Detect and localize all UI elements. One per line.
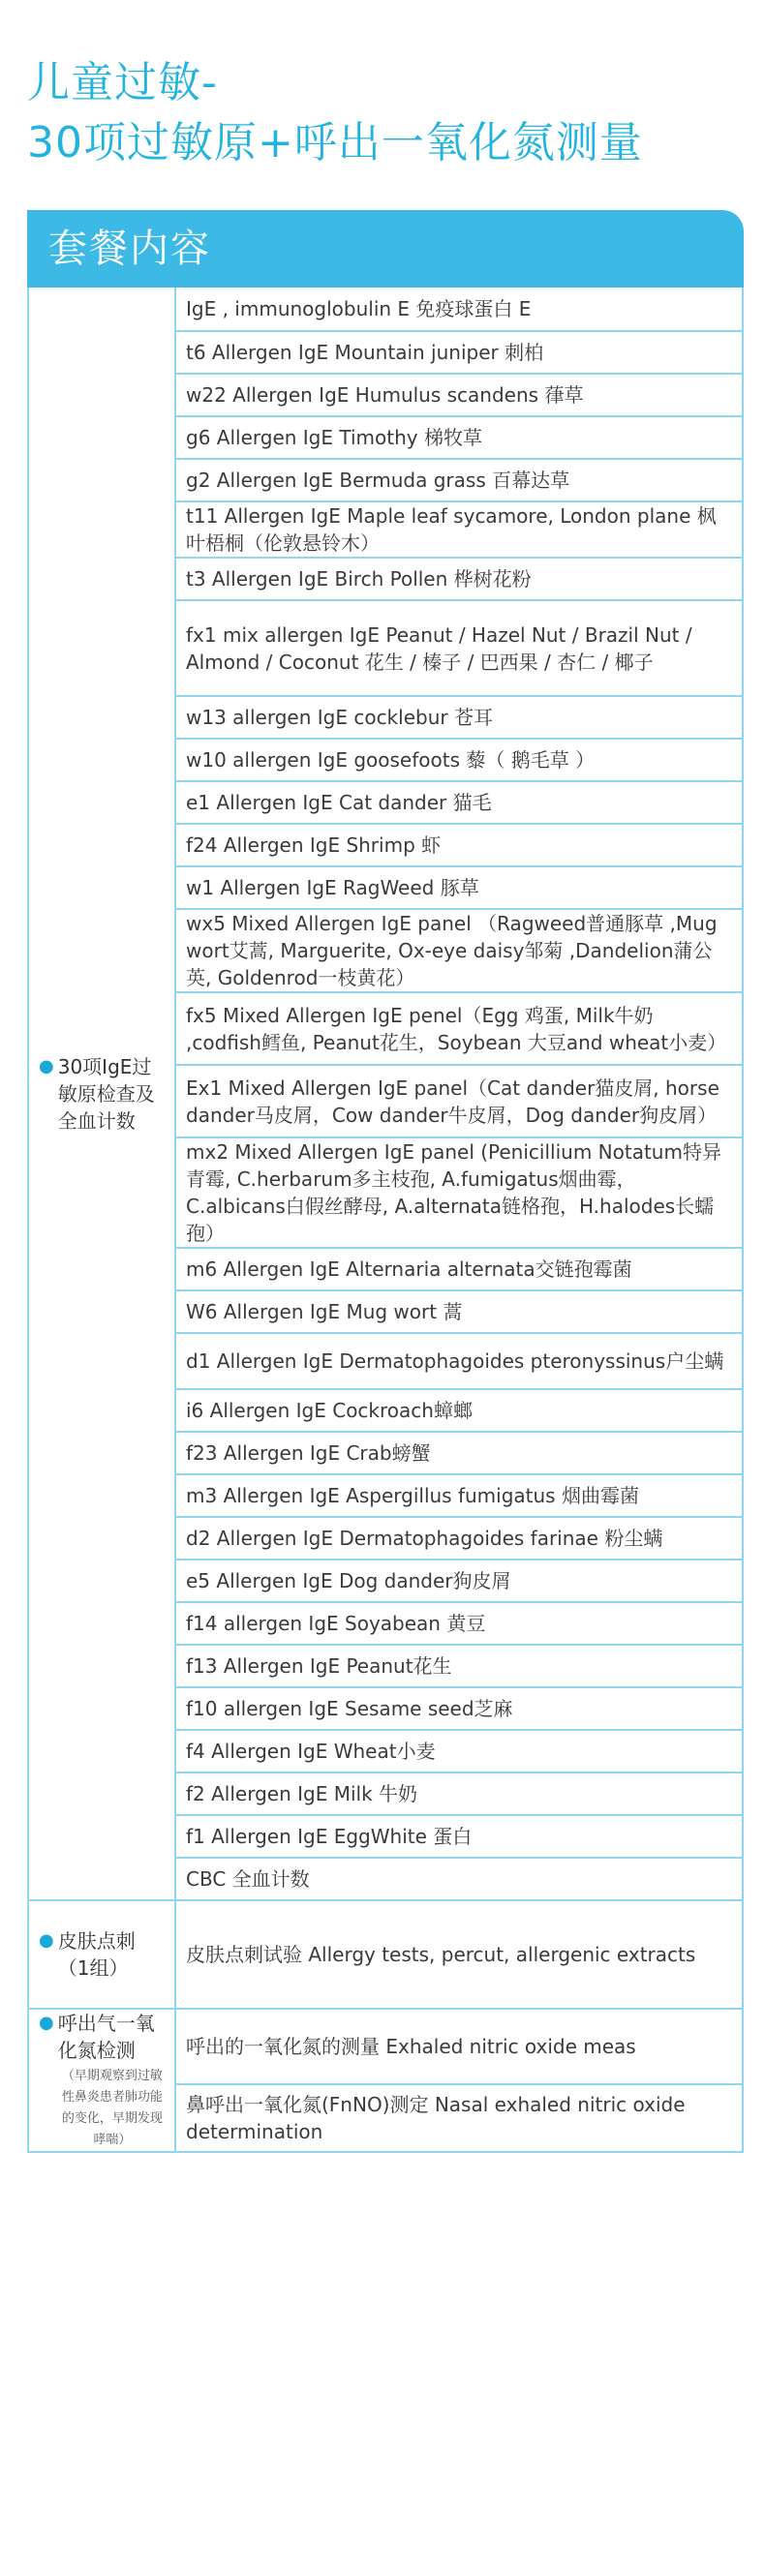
item-cell: 呼出的一氧化氮的测量 Exhaled nitric oxide meas [175,2009,743,2084]
item-cell: mx2 Mixed Allergen IgE panel (Penicillium Notatum特异青霉, C.herbarum多主枝孢, A.fumigatus烟曲霉，C.albicans白假丝酵母, A.alternata链格孢，H.halodes长蠕孢） [175,1137,743,1248]
item-cell: d1 Allergen IgE Dermatophagoides pteronyssinus户尘螨 [175,1333,743,1389]
item-cell: g6 Allergen IgE Timothy 梯牧草 [175,416,743,459]
page-title [27,53,643,173]
item-cell: f10 allergen IgE Sesame seed芝麻 [175,1687,743,1730]
category-cell [28,1900,175,2009]
item-cell: w13 allergen IgE cocklebur 苍耳 [175,696,743,739]
bullet-icon: ● [39,1055,54,1076]
item-cell: f13 Allergen IgE Peanut花生 [175,1645,743,1687]
item-cell: f23 Allergen IgE Crab螃蟹 [175,1432,743,1474]
item-cell: fx5 Mixed Allergen IgE penel（Egg 鸡蛋, Milk牛奶 ,codfish鳕鱼, Peanut花生，Soybean 大豆and wheat小麦） [175,992,743,1065]
item-cell: IgE , immunoglobulin E 免疫球蛋白 E [175,288,743,331]
item-cell: f4 Allergen IgE Wheat小麦 [175,1730,743,1773]
item-cell: m6 Allergen IgE Alternaria alternata交链孢霉菌 [175,1248,743,1290]
item-cell: 鼻呼出一氧化氮(FnNO)测定 Nasal exhaled nitric oxide determination [175,2084,743,2152]
category-cell [28,288,175,1900]
page-title-line2: 30项过敏原+呼出一氧化氮测量 [27,118,643,167]
item-cell: f14 allergen IgE Soyabean 黄豆 [175,1602,743,1645]
bullet-icon: ● [39,2013,54,2033]
page-title-line1: 儿童过敏- [27,58,218,107]
item-cell: t3 Allergen IgE Birch Pollen 桦树花粉 [175,558,743,600]
item-cell: fx1 mix allergen IgE Peanut / Hazel Nut / Brazil Nut / Almond / Coconut 花生 / 榛子 / 巴西果 / 杏仁 / 椰子 [175,600,743,696]
item-cell: w1 Allergen IgE RagWeed 豚草 [175,866,743,909]
item-cell: CBC 全血计数 [175,1858,743,1900]
category-note: （早期观察到过敏性鼻炎患者肺功能的变化，早期发现哮喘） [61,2069,163,2147]
item-cell: f1 Allergen IgE EggWhite 蛋白 [175,1815,743,1858]
item-cell: e1 Allergen IgE Cat dander 猫毛 [175,781,743,824]
table-row [28,2009,743,2084]
category-cell [28,2009,175,2152]
item-cell: w22 Allergen IgE Humulus scandens 葎草 [175,374,743,416]
item-cell: W6 Allergen IgE Mug wort 蒿 [175,1290,743,1333]
bullet-icon: ● [39,1930,54,1951]
item-cell: t6 Allergen IgE Mountain juniper 刺柏 [175,331,743,374]
item-cell: e5 Allergen IgE Dog dander狗皮屑 [175,1560,743,1602]
item-cell: f2 Allergen IgE Milk 牛奶 [175,1773,743,1815]
package-panel [27,210,744,2153]
table-row [28,288,743,331]
item-cell: m3 Allergen IgE Aspergillus fumigatus 烟曲霉菌 [175,1474,743,1517]
item-cell: i6 Allergen IgE Cockroach蟑螂 [175,1389,743,1432]
item-cell: f24 Allergen IgE Shrimp 虾 [175,824,743,866]
table-row [28,1900,743,2009]
item-cell: t11 Allergen IgE Maple leaf sycamore, London plane 枫叶梧桐（伦敦悬铃木） [175,501,743,558]
item-cell: Ex1 Mixed Allergen IgE panel（Cat dander猫皮屑, horse dander马皮屑，Cow dander牛皮屑，Dog dander狗皮屑） [175,1065,743,1137]
item-cell: g2 Allergen IgE Bermuda grass 百幕达草 [175,459,743,501]
package-table [27,288,744,2153]
category-label: 呼出气一氧化氮检测 [57,2012,155,2062]
item-cell: w10 allergen IgE goosefoots 藜（ 鹅毛草 ） [175,739,743,781]
category-label: 30项IgE过敏原检查及全血计数 [57,1054,155,1133]
item-cell: d2 Allergen IgE Dermatophagoides farinae 粉尘螨 [175,1517,743,1560]
item-cell: wx5 Mixed Allergen IgE panel （Ragweed普通豚草 ,Mug wort艾蒿, Marguerite, Ox-eye daisy邹菊 ,Dandelion蒲公英, Goldenrod一枝黄花） [175,909,743,992]
item-cell: 皮肤点刺试验 Allergy tests, percut, allergenic extracts [175,1900,743,2009]
panel-header: 套餐内容 [27,210,744,288]
category-label: 皮肤点刺（1组） [57,1929,136,1980]
